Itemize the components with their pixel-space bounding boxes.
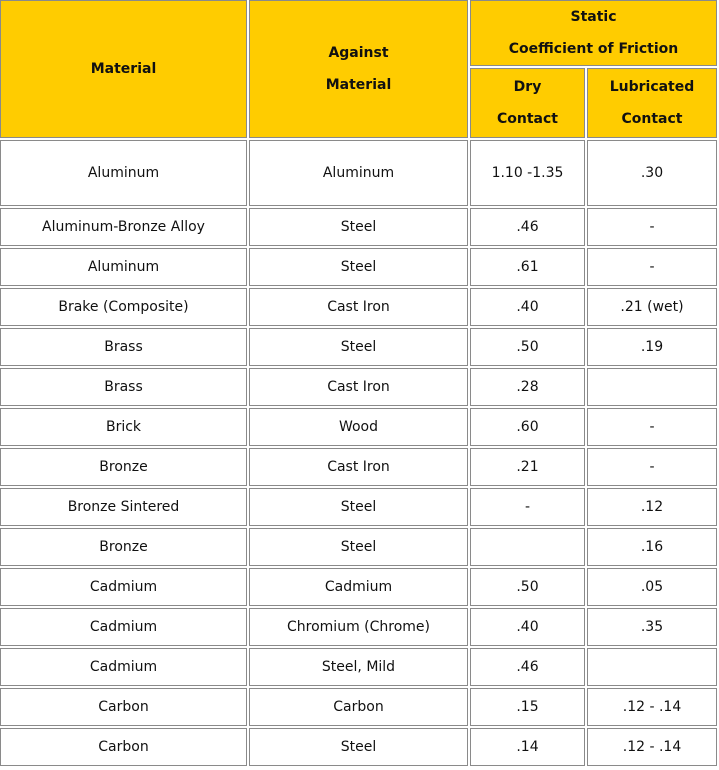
cell-against: Wood (249, 408, 468, 446)
table-row (0, 688, 717, 726)
header-dry-contact: Dry Contact (470, 68, 585, 138)
cell-dry (470, 528, 585, 566)
cell-lubricated (587, 648, 717, 686)
cell-against: Cadmium (249, 568, 468, 606)
cell-lubricated: .05 (587, 568, 717, 606)
header-static-coefficient: Static Coefficient of Friction (470, 0, 717, 66)
cell-against: Steel (249, 728, 468, 766)
cell-material: Brake (Composite) (0, 288, 247, 326)
header-against-material: Against Material (249, 0, 468, 138)
cell-lubricated: .30 (587, 140, 717, 206)
cell-against: Cast Iron (249, 368, 468, 406)
cell-material: Carbon (0, 688, 247, 726)
cell-dry: .50 (470, 328, 585, 366)
cell-dry: .46 (470, 208, 585, 246)
table-row (0, 208, 717, 246)
cell-material: Aluminum (0, 140, 247, 206)
cell-dry: .50 (470, 568, 585, 606)
cell-lubricated: .16 (587, 528, 717, 566)
table-row (0, 328, 717, 366)
cell-against: Aluminum (249, 140, 468, 206)
cell-lubricated: - (587, 408, 717, 446)
cell-material: Cadmium (0, 648, 247, 686)
cell-lubricated: .12 - .14 (587, 728, 717, 766)
table-row (0, 488, 717, 526)
cell-material: Bronze (0, 528, 247, 566)
cell-against: Steel (249, 248, 468, 286)
table-row (0, 528, 717, 566)
cell-dry: 1.10 -1.35 (470, 140, 585, 206)
cell-lubricated: - (587, 448, 717, 486)
header-lubricated-contact: Lubricated Contact (587, 68, 717, 138)
cell-against: Steel (249, 208, 468, 246)
cell-against: Steel (249, 328, 468, 366)
header-material: Material (0, 0, 247, 138)
cell-against: Steel (249, 488, 468, 526)
table-row (0, 140, 717, 206)
cell-against: Cast Iron (249, 448, 468, 486)
cell-material: Cadmium (0, 608, 247, 646)
cell-material: Brass (0, 368, 247, 406)
table-row (0, 728, 717, 766)
table-row (0, 648, 717, 686)
cell-lubricated: .35 (587, 608, 717, 646)
cell-lubricated: .12 - .14 (587, 688, 717, 726)
cell-dry: .28 (470, 368, 585, 406)
cell-material: Aluminum (0, 248, 247, 286)
table-row (0, 248, 717, 286)
cell-dry: .40 (470, 608, 585, 646)
cell-against: Steel (249, 528, 468, 566)
table-row (0, 608, 717, 646)
cell-dry: .15 (470, 688, 585, 726)
cell-against: Carbon (249, 688, 468, 726)
cell-against: Cast Iron (249, 288, 468, 326)
cell-material: Brass (0, 328, 247, 366)
cell-material: Brick (0, 408, 247, 446)
cell-material: Bronze Sintered (0, 488, 247, 526)
table-row (0, 288, 717, 326)
cell-against: Chromium (Chrome) (249, 608, 468, 646)
cell-lubricated: - (587, 248, 717, 286)
cell-lubricated: - (587, 208, 717, 246)
cell-dry: .40 (470, 288, 585, 326)
cell-material: Bronze (0, 448, 247, 486)
table-row (0, 448, 717, 486)
cell-dry: - (470, 488, 585, 526)
cell-dry: .21 (470, 448, 585, 486)
table-row (0, 408, 717, 446)
cell-lubricated (587, 368, 717, 406)
cell-lubricated: .12 (587, 488, 717, 526)
cell-dry: .46 (470, 648, 585, 686)
table-row (0, 368, 717, 406)
cell-dry: .61 (470, 248, 585, 286)
cell-material: Cadmium (0, 568, 247, 606)
cell-material: Carbon (0, 728, 247, 766)
table-row (0, 568, 717, 606)
cell-dry: .14 (470, 728, 585, 766)
cell-against: Steel, Mild (249, 648, 468, 686)
cell-lubricated: .21 (wet) (587, 288, 717, 326)
cell-material: Aluminum-Bronze Alloy (0, 208, 247, 246)
cell-dry: .60 (470, 408, 585, 446)
cell-lubricated: .19 (587, 328, 717, 366)
